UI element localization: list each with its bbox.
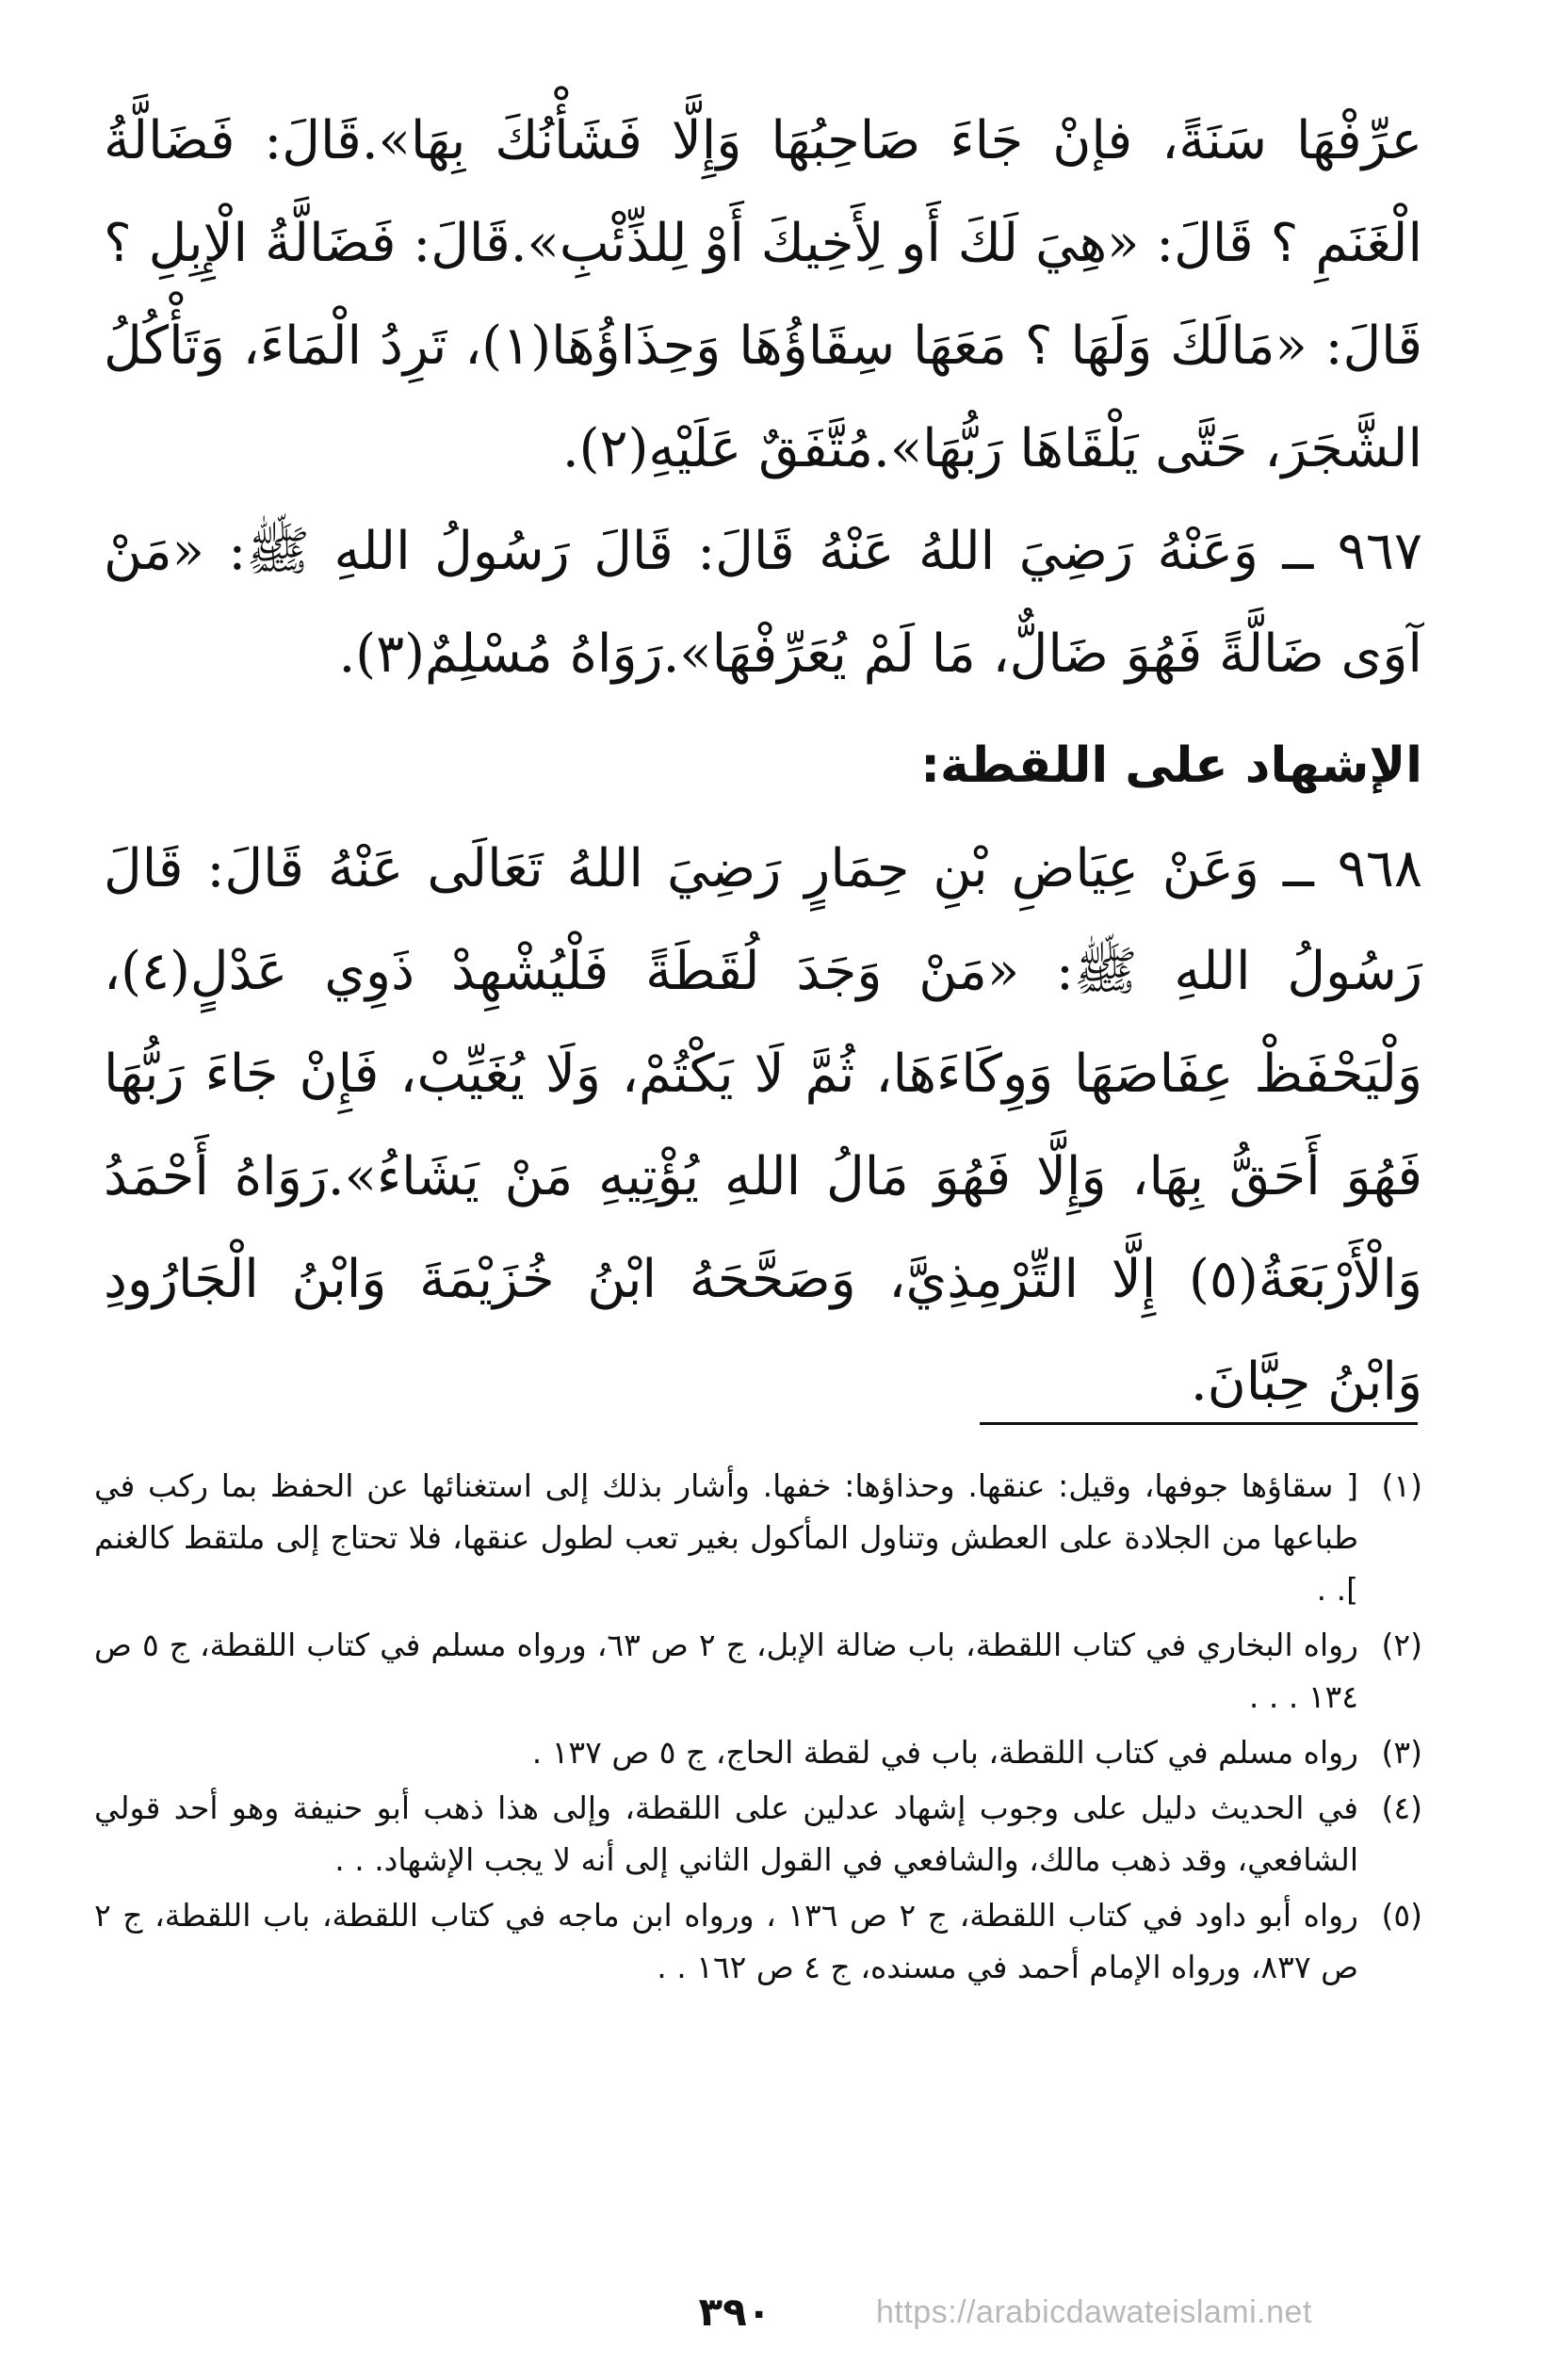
footnote-5 (94, 1889, 1422, 1993)
section-heading: الإشهاد على اللقطة: (920, 737, 1422, 794)
footnote-divider (980, 1422, 1418, 1425)
footnote-4 (94, 1782, 1422, 1886)
footnote-text: رواه مسلم في كتاب اللقطة، باب في لقطة الحاج، ج ٥ ص ١٣٧ . (531, 1734, 1358, 1771)
watermark-url: https://arabicdawateislami.net (876, 2294, 1312, 2330)
footnote-3 (94, 1726, 1422, 1778)
footnote-1 (94, 1460, 1422, 1615)
footnote-number: (٤) (1381, 1789, 1422, 1826)
footnote-text: في الحديث دليل على وجوب إشهاد عدلين على اللقطة، وإلى هذا ذهب أبو حنيفة وهو أحد قولي الشافعي، وقد ذهب مالك، والشافعي في القول الثاني إلى أنه لا يجب الإشهاد. . . (94, 1789, 1358, 1878)
footnote-number: (٢) (1381, 1627, 1422, 1663)
footnote-text: رواه البخاري في كتاب اللقطة، باب ضالة الإبل، ج ٢ ص ٦٣، ورواه مسلم في كتاب اللقطة، ج ٥ ص ١٣٤ . . . (94, 1627, 1358, 1715)
footnotes (94, 1460, 1422, 1997)
footnote-number: (١) (1381, 1467, 1422, 1504)
footnote-text: [ سقاؤها جوفها، وقيل: عنقها. وحذاؤها: خفها. وأشار بذلك إلى استغنائها عن الحفظ بما ركب في طباعها من الجلادة على العطش وتناول المأكول بغير تعب لطول عنقها، فلا تحتاج إلى ملتقط كالغنم ]. . (94, 1467, 1358, 1608)
hadith-paragraph-continuation: عرِّفْهَا سَنَةً، فإنْ جَاءَ صَاحِبُهَا وَإِلَّا فَشَأْنُكَ بِهَا».قَالَ: فَضَالَّةُ الْغَنَمِ ؟ قَالَ: «هِيَ لَكَ أَو لِأَخِيكَ أَوْ لِلذِّئْبِ».قَالَ: فَضَالَّةُ الْإِبِلِ ؟ قَالَ: «مَالَكَ وَلَهَا ؟ مَعَهَا سِقَاؤُهَا وَحِذَاؤُهَا(١)، تَرِدُ الْمَاءَ، وَتَأْكُلُ الشَّجَرَ، حَتَّى يَلْقَاهَا رَبُّهَا».مُتَّفَقٌ عَلَيْهِ(٢). (104, 110, 1422, 479)
main-text (104, 89, 1422, 1433)
footnote-text: رواه أبو داود في كتاب اللقطة، ج ٢ ص ١٣٦ ، ورواه ابن ماجه في كتاب اللقطة، باب اللقطة، ج ٢ ص ٨٣٧، ورواه الإمام أحمد في مسنده، ج ٤ ص ١٦٢ . . (94, 1897, 1358, 1985)
hadith-968: ٩٦٨ ــ وَعَنْ عِيَاضِ بْنِ حِمَارٍ رَضِيَ اللهُ تَعَالَى عَنْهُ قَالَ: قَالَ رَسُولُ اللهِ ﷺ: «مَنْ وَجَدَ لُقَطَةً فَلْيُشْهِدْ ذَوِي عَدْلٍ(٤)، وَلْيَحْفَظْ عِفَاصَهَا وَوِكَاءَهَا، ثُمَّ لَا يَكْتُمْ، وَلَا يُغَيِّبْ، فَإِنْ جَاءَ رَبُّهَا فَهُوَ أَحَقُّ بِهَا، وَإِلَّا فَهُوَ مَالُ اللهِ يُؤْتِيهِ مَنْ يَشَاءُ».رَوَاهُ أَحْمَدُ وَالْأَرْبَعَةُ(٥) إِلَّا التِّرْمِذِيَّ، وَصَحَّحَهُ ابْنُ خُزَيْمَةَ وَابْنُ الْجَارُودِ وَابْنُ حِبَّانَ. (104, 838, 1422, 1413)
footnote-2 (94, 1619, 1422, 1723)
page-number: ٣٩٠ (698, 2289, 771, 2335)
hadith-967: ٩٦٧ ــ وَعَنْهُ رَضِيَ اللهُ عَنْهُ قَالَ: قَالَ رَسُولُ اللهِ ﷺ: «مَنْ آوَى ضَالَّةً فَهُوَ ضَالٌّ، مَا لَمْ يُعَرِّفْهَا».رَوَاهُ مُسْلِمٌ(٣). (104, 521, 1422, 685)
footnote-number: (٣) (1381, 1734, 1422, 1771)
footnote-number: (٥) (1381, 1897, 1422, 1934)
